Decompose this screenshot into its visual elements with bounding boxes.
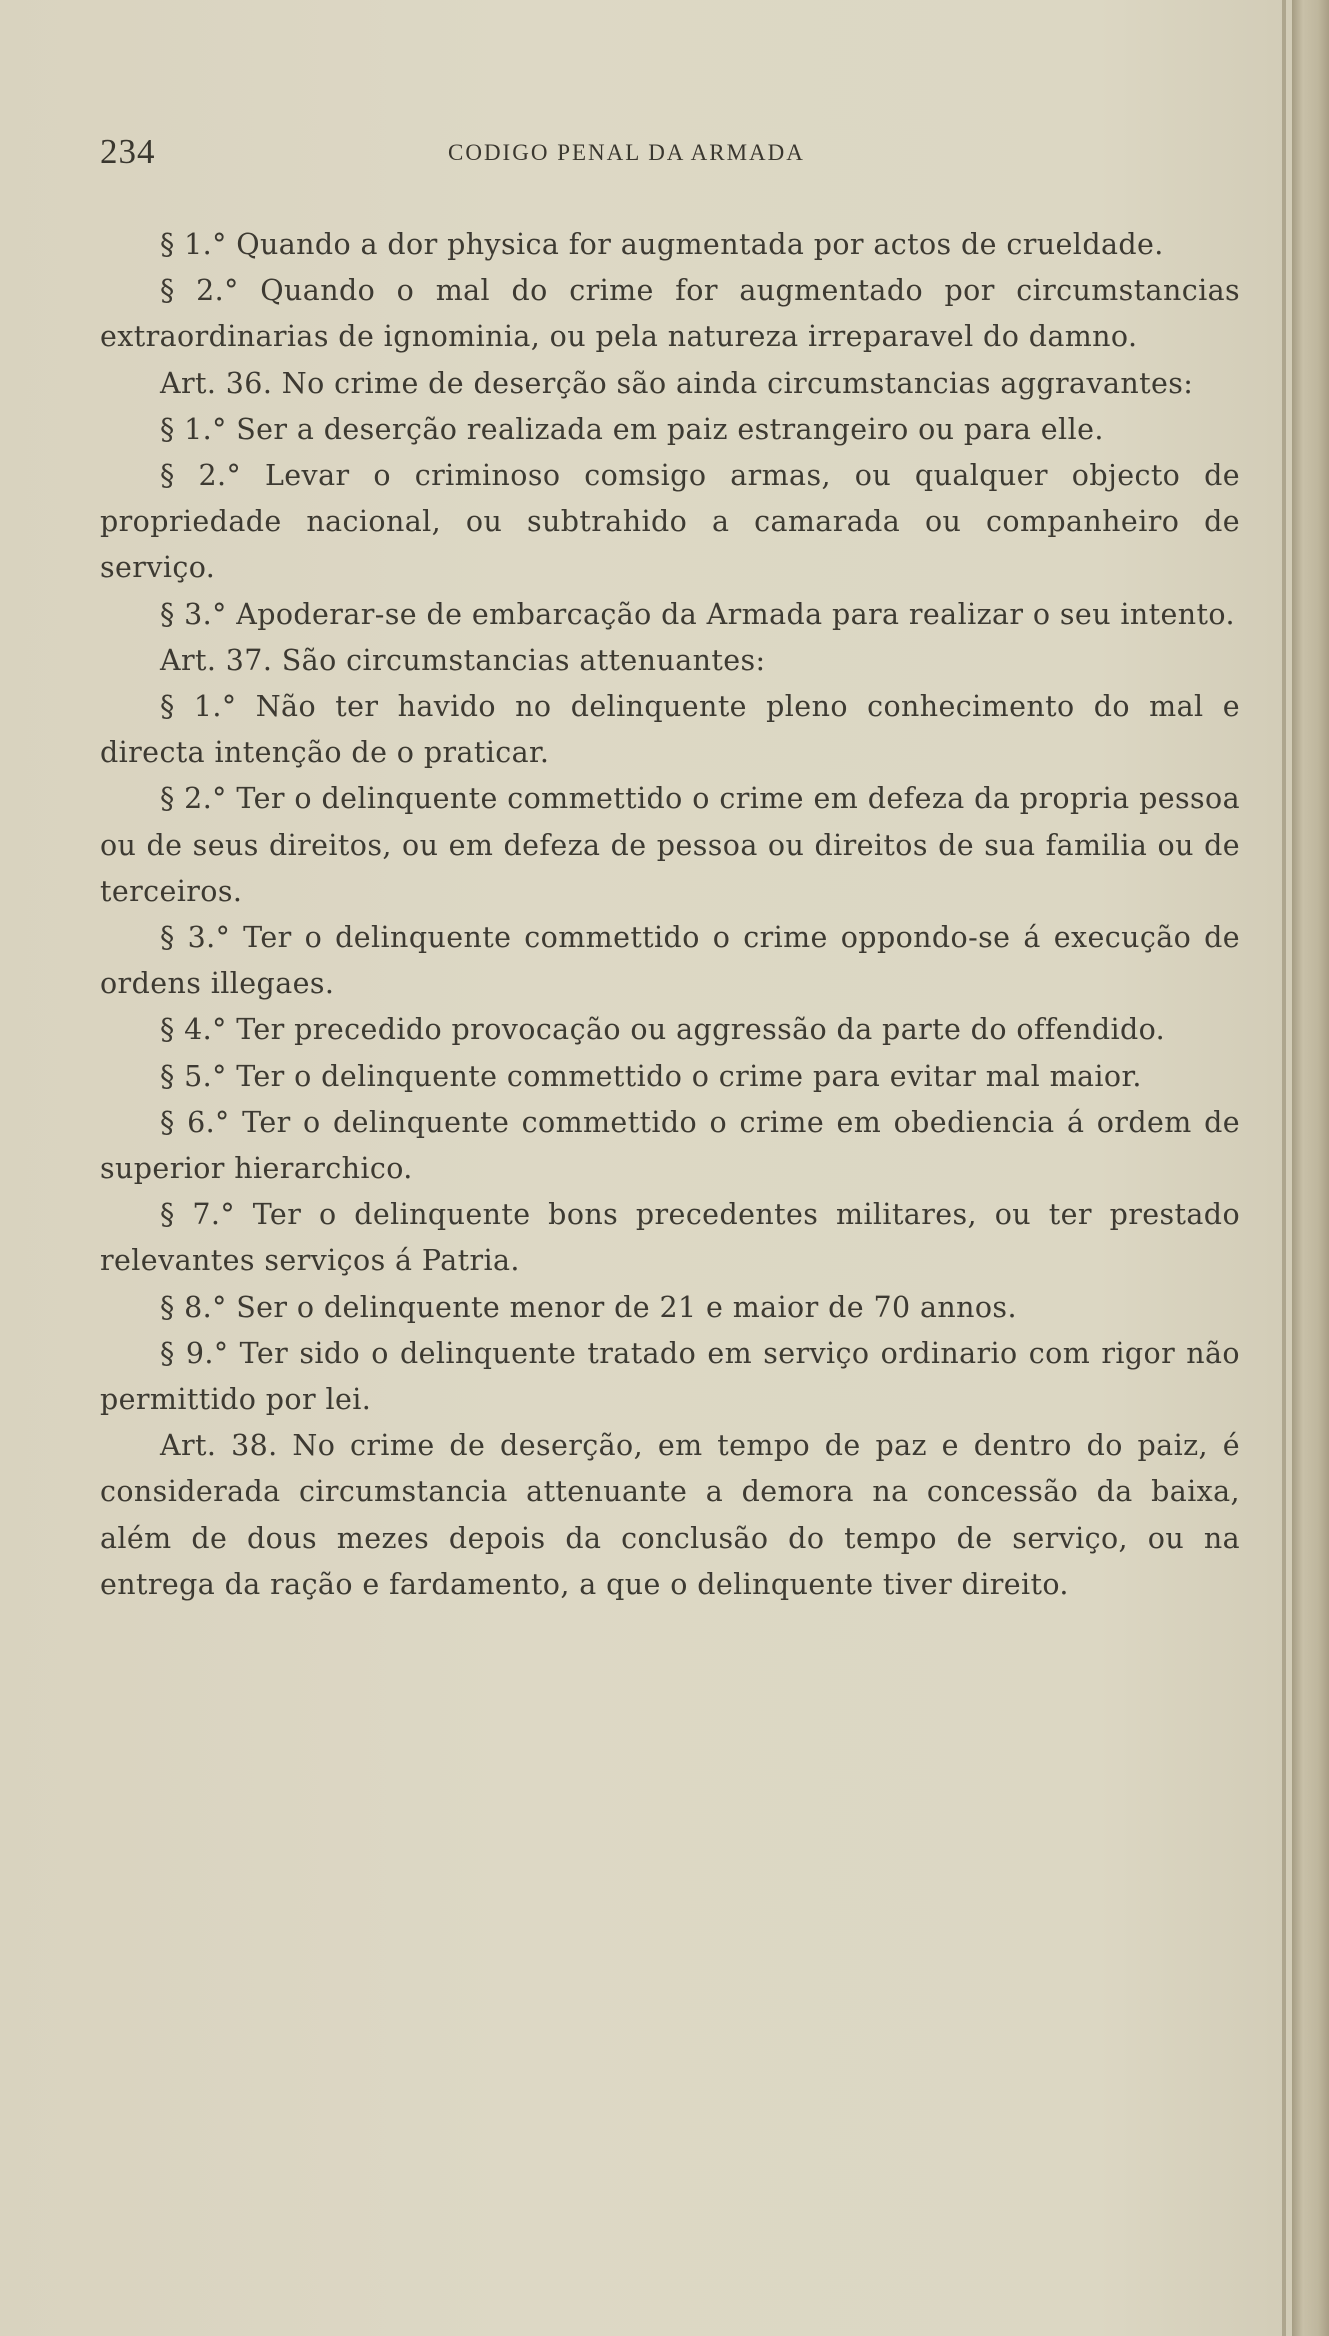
paragraph-art36-par2: § 2.° Levar o criminoso comsigo armas, ou qualquer objecto de propriedade nacional, ou subtrahido a camarada ou companheiro de serviço. (100, 459, 1240, 585)
paragraph-art37-par3: § 3.° Ter o delinquente commettido o crime oppondo-se á execução de ordens illegaes. (100, 921, 1240, 1001)
page-gutter-shadow (1282, 0, 1286, 2336)
paragraph-art37-par2: § 2.° Ter o delinquente commettido o crime em defeza da propria pessoa ou de seus direitos, ou em defeza de pessoa ou direitos de sua familia ou de terceiros. (100, 782, 1240, 908)
paragraph-art37-par5: § 5.° Ter o delinquente commettido o crime para evitar mal maior. (160, 1059, 1142, 1093)
next-page-edge (1292, 0, 1329, 2336)
paragraph-art37-par9: § 9.° Ter sido o delinquente tratado em serviço ordinario com rigor não permittido por lei. (100, 1336, 1240, 1417)
paragraph-art37-par6: § 6.° Ter o delinquente commettido o crime em obediencia á ordem de superior hierarchico. (100, 1105, 1240, 1186)
paragraph-art36: Art. 36. No crime de deserção são ainda circumstancias aggravantes: (160, 366, 1194, 400)
paragraph-art35-par1: § 1.° Quando a dor physica for augmentada por actos de crueldade. (160, 228, 1164, 261)
running-title: CODIGO PENAL DA ARMADA (448, 140, 805, 165)
page-number: 234 (100, 132, 156, 171)
body-text (100, 222, 1240, 1608)
paragraph-art37: Art. 37. São circumstancias attenuantes: (160, 643, 766, 677)
paragraph-art37-par8: § 8.° Ser o delinquente menor de 21 e maior de 70 annos. (160, 1290, 1017, 1324)
paragraph-art36-par3: § 3.° Apoderar-se de embarcação da Armada para realizar o seu intento. (160, 597, 1235, 631)
paragraph-art35-par2: § 2.° Quando o mal do crime for augmentado por circumstancias extraordinarias de ignominia, ou pela natureza irreparavel do damno. (100, 274, 1240, 354)
paragraph-art38: Art. 38. No crime de deserção, em tempo de paz e dentro do paiz, é considerada circumstancia attenuante a demora na concessão da baixa, além de dous mezes depois da conclusão do tempo de serviço, ou na entrega da ração e fardamento, a que o delinquente tiver direito. (100, 1429, 1240, 1601)
page-header (100, 132, 1290, 172)
paragraph-art36-par1: § 1.° Ser a deserção realizada em paiz estrangeiro ou para elle. (160, 412, 1104, 446)
paragraph-art37-par4: § 4.° Ter precedido provocação ou aggressão da parte do offendido. (160, 1013, 1166, 1047)
paragraph-art37-par7: § 7.° Ter o delinquente bons precedentes militares, ou ter prestado relevantes serviços á Patria. (100, 1198, 1240, 1278)
paragraph-art37-par1: § 1.° Não ter havido no delinquente pleno conhecimento do mal e directa intenção de o praticar. (100, 690, 1240, 770)
